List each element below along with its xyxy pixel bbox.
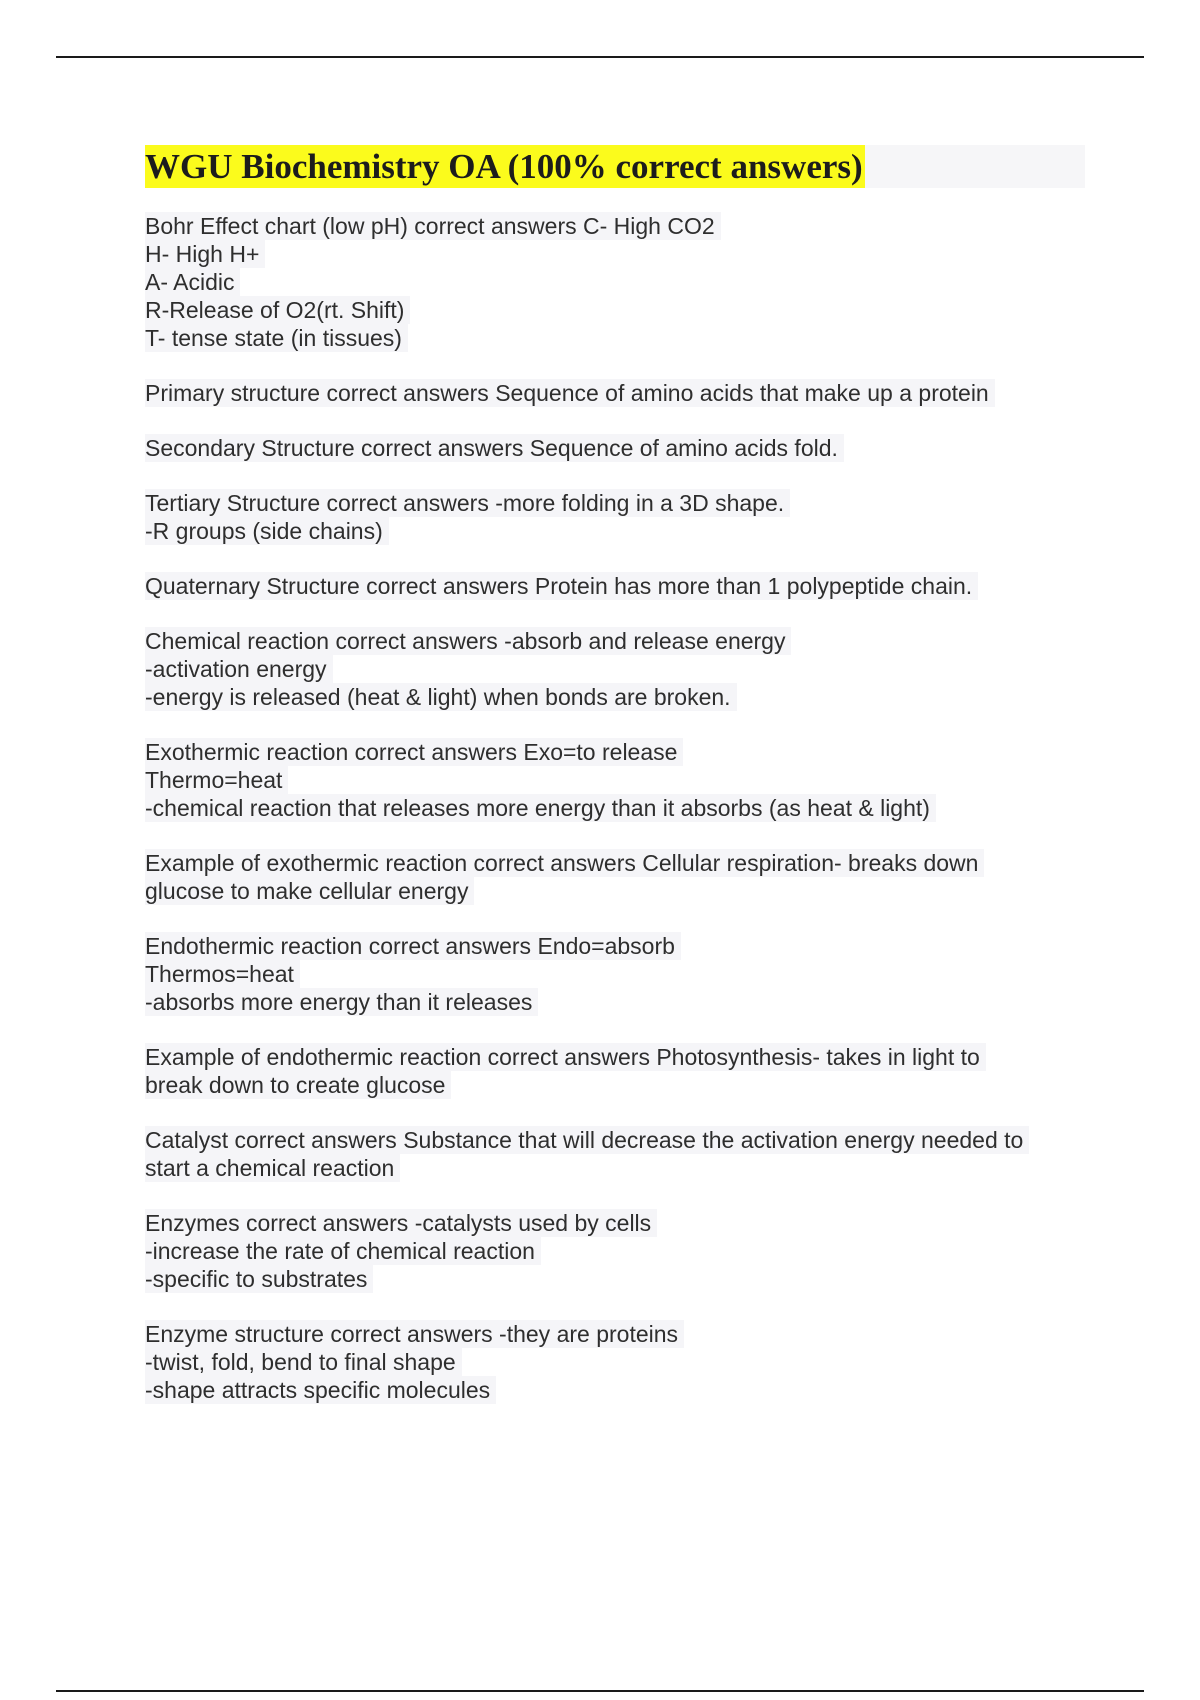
flashcard-line: -activation energy [145,655,333,683]
flashcard-line: Example of exothermic reaction correct answers Cellular respiration- breaks down [145,849,984,877]
flashcard-entry [145,1043,1085,1099]
flashcard-line: Quaternary Structure correct answers Protein has more than 1 polypeptide chain. [145,572,978,600]
flashcard-line: Endothermic reaction correct answers Endo=absorb [145,932,681,960]
flashcard-line: -increase the rate of chemical reaction [145,1237,541,1265]
flashcard-line: H- High H+ [145,240,265,268]
flashcard-entry [145,572,1085,600]
title-band [145,145,1085,188]
flashcard-line: Bohr Effect chart (low pH) correct answers C- High CO2 [145,212,721,240]
flashcard-line: Catalyst correct answers Substance that will decrease the activation energy needed to [145,1126,1029,1154]
flashcard-line: Primary structure correct answers Sequence of amino acids that make up a protein [145,379,995,407]
flashcard-line: -R groups (side chains) [145,517,389,545]
flashcard-line: -shape attracts specific molecules [145,1376,496,1404]
document-body [145,145,1085,1431]
flashcard-line: glucose to make cellular energy [145,877,474,905]
flashcard-line: -twist, fold, bend to final shape [145,1348,462,1376]
flashcard-line: -energy is released (heat & light) when bonds are broken. [145,683,737,711]
flashcard-line: A- Acidic [145,268,240,296]
flashcard-line: Tertiary Structure correct answers -more folding in a 3D shape. [145,489,790,517]
flashcard-line: -specific to substrates [145,1265,373,1293]
bottom-rule [56,1690,1144,1692]
flashcard-line: Secondary Structure correct answers Sequence of amino acids fold. [145,434,844,462]
flashcard-line: Chemical reaction correct answers -absorb and release energy [145,627,791,655]
flashcard-entry [145,627,1085,711]
flashcard-line: Thermos=heat [145,960,300,988]
document-title: WGU Biochemistry OA (100% correct answers) [145,147,863,186]
flashcard-entry [145,1209,1085,1293]
flashcard-line: Exothermic reaction correct answers Exo=to release [145,738,683,766]
flashcard-entry [145,212,1085,352]
flashcard-entry [145,1126,1085,1182]
flashcard-line: R-Release of O2(rt. Shift) [145,296,410,324]
flashcard-entry [145,434,1085,462]
flashcard-line: Example of endothermic reaction correct answers Photosynthesis- takes in light to [145,1043,986,1071]
flashcard-line: break down to create glucose [145,1071,451,1099]
flashcard-line: Thermo=heat [145,766,288,794]
top-rule [56,56,1144,58]
flashcard-entry [145,1320,1085,1404]
flashcard-entry [145,932,1085,1016]
flashcard-line: -chemical reaction that releases more energy than it absorbs (as heat & light) [145,794,936,822]
flashcard-line: Enzyme structure correct answers -they are proteins [145,1320,684,1348]
flashcard-entry [145,849,1085,905]
flashcard-line: T- tense state (in tissues) [145,324,408,352]
flashcard-entry [145,738,1085,822]
flashcard-entry [145,489,1085,545]
flashcard-entry [145,379,1085,407]
flashcard-list [145,212,1085,1404]
flashcard-line: -absorbs more energy than it releases [145,988,538,1016]
flashcard-line: Enzymes correct answers -catalysts used by cells [145,1209,657,1237]
flashcard-line: start a chemical reaction [145,1154,400,1182]
